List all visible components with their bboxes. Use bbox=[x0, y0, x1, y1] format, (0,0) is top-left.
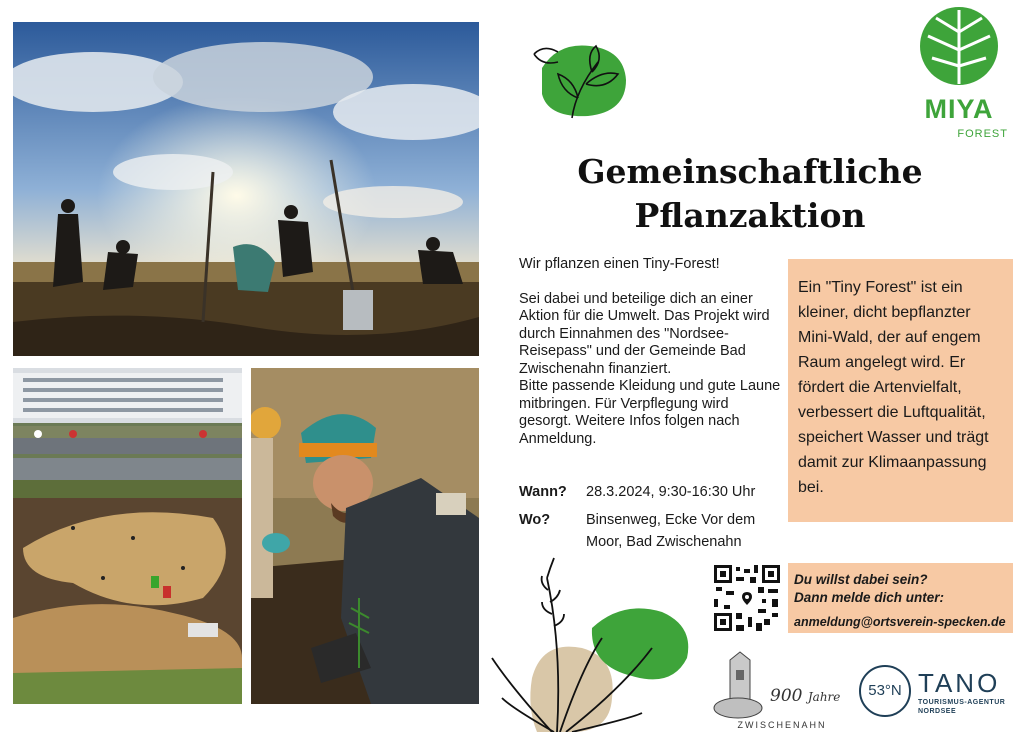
tano-wordmark: TANO bbox=[918, 668, 1001, 698]
page-title bbox=[520, 150, 980, 238]
photo-man-planting-seedling bbox=[251, 368, 479, 704]
info-box-text: Ein "Tiny Forest" ist ein kleiner, dicht bepflanzter Mini-Wald, der auf engem Raum angelegt wird. Er fördert die Artenvielfalt, verbessert die Luftqualität, speichert Wasser und trägt damit zur Klimaanpassung bei. bbox=[798, 279, 989, 496]
when-label: Wann? bbox=[519, 484, 567, 500]
qr-code-icon[interactable] bbox=[712, 563, 782, 633]
photo-aerial-planting-site bbox=[13, 368, 242, 704]
intro-paragraph-2: Bitte passende Kleidung und gute Laune mitbringen. Für Verpflegung wird gesorgt. Weitere Infos folgen nach Anmeldung. bbox=[519, 378, 781, 447]
where-value: Binsenweg, Ecke Vor dem Moor, Bad Zwischenahn bbox=[586, 512, 756, 550]
jubilee-jahre: Jahre bbox=[807, 690, 841, 704]
plant-blob-icon bbox=[528, 40, 632, 120]
intro-text bbox=[519, 256, 781, 448]
intro-headline: Wir pflanzen einen Tiny-Forest! bbox=[519, 256, 720, 272]
tiny-forest-info-box bbox=[788, 259, 1013, 522]
miya-wordmark: MIYA bbox=[924, 94, 994, 124]
when-row bbox=[519, 481, 784, 505]
when-value: 28.3.2024, 9:30-16:30 Uhr bbox=[586, 484, 756, 500]
zwischenahn-jubilee-text bbox=[770, 686, 840, 706]
signup-email-link[interactable]: anmeldung@ortsverein-specken.de bbox=[794, 615, 1006, 629]
zwischenahn-900-logo-icon bbox=[710, 650, 770, 720]
signup-line-1: Du willst dabei sein? bbox=[794, 572, 928, 587]
jubilee-number: 900 bbox=[770, 686, 803, 706]
tano-subtitle-2: NORDSEE bbox=[918, 708, 957, 715]
intro-paragraph-1: Sei dabei und beteilige dich an einer Aktion für die Umwelt. Das Projekt wird durch Einnahmen des "Nordsee-Reisepass" und der Gemeinde Bad Zwischenahn finanziert. bbox=[519, 290, 770, 377]
title-line-2: Pflanzaktion bbox=[634, 196, 866, 235]
zwischenahn-wordmark: ZWISCHENAHN bbox=[737, 720, 827, 730]
miya-forest-logo-icon bbox=[918, 4, 1000, 88]
photo-planting-sunrise bbox=[13, 22, 479, 356]
plant-line-drawing-icon bbox=[482, 548, 697, 732]
title-line-1: Gemeinschaftliche bbox=[577, 152, 923, 191]
miya-subtitle: FOREST bbox=[957, 128, 1008, 140]
tano-ring-text: 53°N bbox=[868, 682, 902, 699]
where-label: Wo? bbox=[519, 512, 551, 528]
signup-box bbox=[788, 563, 1013, 633]
signup-line-2: Dann melde dich unter: bbox=[794, 590, 945, 605]
tano-subtitle-1: TOURISMUS-AGENTUR bbox=[918, 699, 1006, 706]
